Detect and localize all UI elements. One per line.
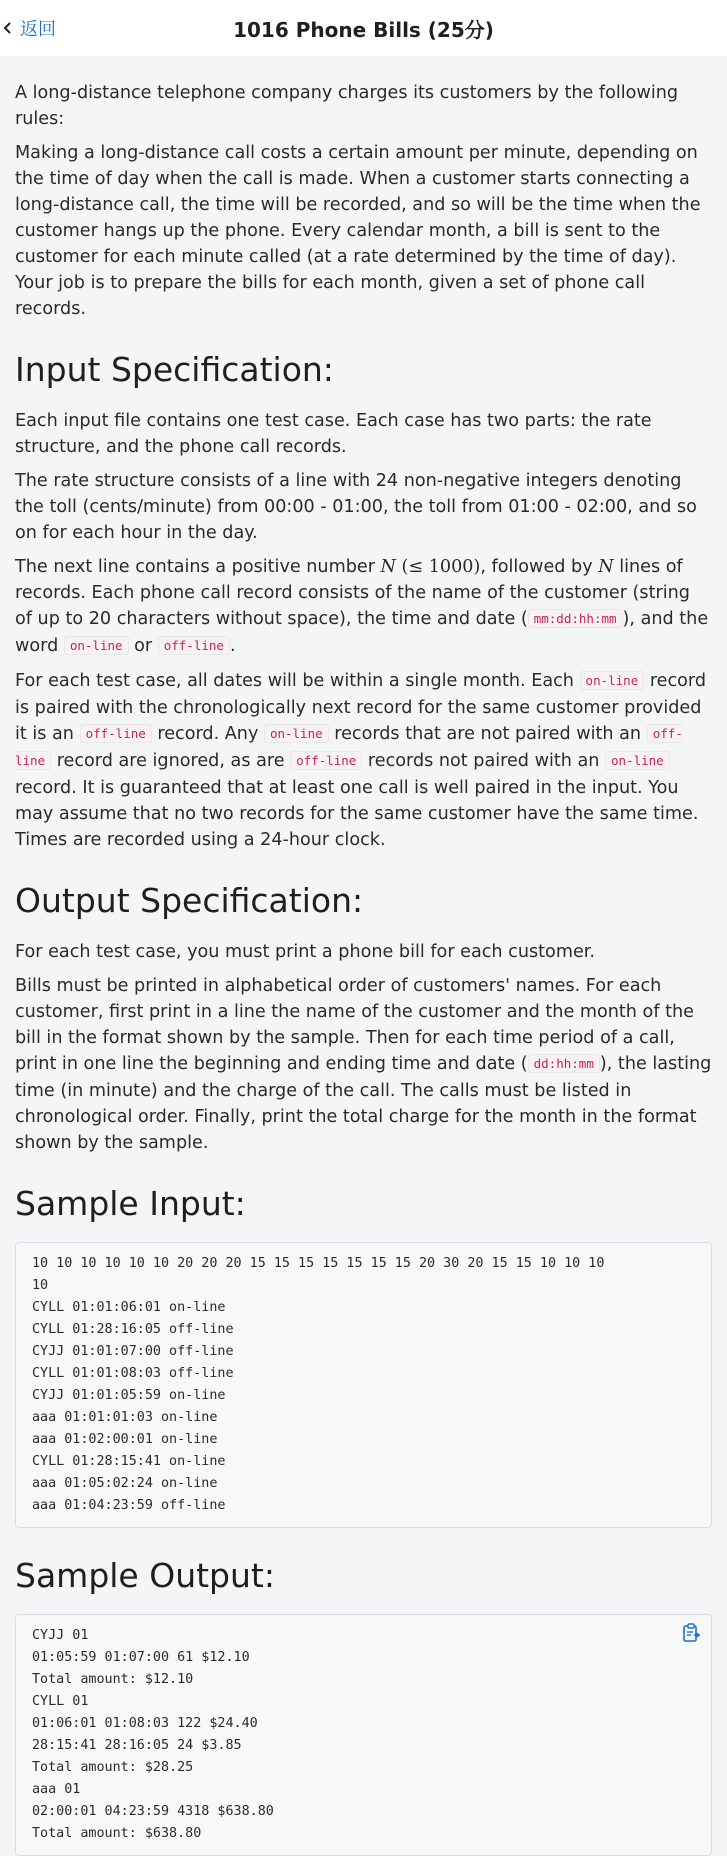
sample-input-heading: Sample Input: xyxy=(15,1184,246,1223)
output-spec-paragraph-2: Bills must be printed in alphabetical order of customers' names. For each customer, first print in a line the name of the customer and the month of the bill in the format shown by the sample. Then for each time period of a call, print in one line the beginning and ending time and date ( dd:hh:mm ), the lasting time (in minute) and the charge of the call. The calls must be listed in chronological order. Finally, print the total charge for the month in the format shown by the sample. xyxy=(15,976,712,1153)
input-spec-paragraph-2: The rate structure consists of a line with 24 non-negative integers denoting the toll (cents/minute) from 00:00 - 01:00, the toll from 01:00 - 02:00, and so on for each hour in the day. xyxy=(15,471,697,543)
inline-code: on-line xyxy=(64,636,129,655)
input-spec-paragraph-1: Each input file contains one test case. Each case has two parts: the rate structure, and the phone call records. xyxy=(15,411,652,457)
problem-content xyxy=(0,56,727,1856)
inline-code: off-line xyxy=(80,724,152,743)
back-button[interactable] xyxy=(0,0,56,56)
inline-code: on-line xyxy=(605,751,670,770)
inline-code: off-line xyxy=(290,751,362,770)
page-title: 1016 Phone Bills (25分) xyxy=(233,17,494,42)
math-n: N xyxy=(380,557,396,577)
inline-code: off-line xyxy=(158,636,230,655)
math-constraint: (≤ 1000) xyxy=(395,557,481,577)
inline-code: on-line xyxy=(264,724,329,743)
inline-code: on-line xyxy=(580,671,645,690)
output-spec-heading: Output Specification: xyxy=(15,881,364,920)
output-spec-paragraph-1: For each test case, you must print a phone bill for each customer. xyxy=(15,942,595,962)
math-n: N xyxy=(598,557,614,577)
sample-output-heading: Sample Output: xyxy=(15,1556,275,1595)
intro-paragraph-2: Making a long-distance call costs a certain amount per minute, depending on the time of day when the call is made. When a customer starts connecting a long-distance call, the time will be recorded, and so will be the time when the customer hangs up the phone. Every calendar month, a bill is sent to the customer for each minute called (at a rate determined by the time of day). Your job is to prepare the bills for each month, given a set of phone call records. xyxy=(15,143,701,319)
intro-paragraph-1: A long-distance telephone company charges its customers by the following rules: xyxy=(15,83,679,129)
chevron-left-icon xyxy=(2,22,14,34)
inline-code: dd:hh:mm xyxy=(528,1054,600,1073)
copy-icon[interactable] xyxy=(680,1622,702,1644)
sample-input-code: 10 10 10 10 10 10 20 20 20 15 15 15 15 15 15 15 20 30 20 15 15 10 10 10 10 CYLL 01:01:06:01 on-line CYLL 01:28:16:05 off-line CYJJ 01:01:07:00 off-line CYLL 01:01:08:03 off-line CYJJ 01:01:05:59 on-line aaa 01:01:01:03 on-line aaa 01:02:00:01 on-line CYLL 01:28:15:41 on-line aaa 01:05:02:24 on-line aaa 01:04:23:59 off-line xyxy=(15,1242,712,1528)
input-spec-heading: Input Specification: xyxy=(15,350,334,389)
sample-output-code: CYJJ 01 01:05:59 01:07:00 61 $12.10 Total amount: $12.10 CYLL 01 01:06:01 01:08:03 122 $24.40 28:15:41 28:16:05 24 $3.85 Total amount: $28.25 aaa 01 02:00:01 04:23:59 4318 $638.80 Total amount: $638.80 xyxy=(15,1614,712,1856)
input-spec-paragraph-3: The next line contains a positive number N (≤ 1000), followed by N lines of records. Each phone call record consists of the name of the customer (string of up to 20 characters without space), the time and date ( mm:dd:hh:mm ), and the word on-line or off-line . xyxy=(15,557,709,656)
top-bar xyxy=(0,0,727,56)
sample-output-wrapper xyxy=(15,1614,712,1856)
back-label: 返回 xyxy=(20,19,56,40)
inline-code: off-line xyxy=(15,726,683,768)
inline-code: mm:dd:hh:mm xyxy=(528,609,623,628)
input-spec-paragraph-4: For each test case, all dates will be within a single month. Each on-line record is paired with the chronologically next record for the same customer provided it is an off-line record. Any on-line records that are not paired with an off-line record are ignored, as are off-line records not paired with an on-line record. It is guaranteed that at least one call is well paired in the input. You may assume that no two records for the same customer have the same time. Times are recorded using a 24-hour clock. xyxy=(15,671,707,850)
